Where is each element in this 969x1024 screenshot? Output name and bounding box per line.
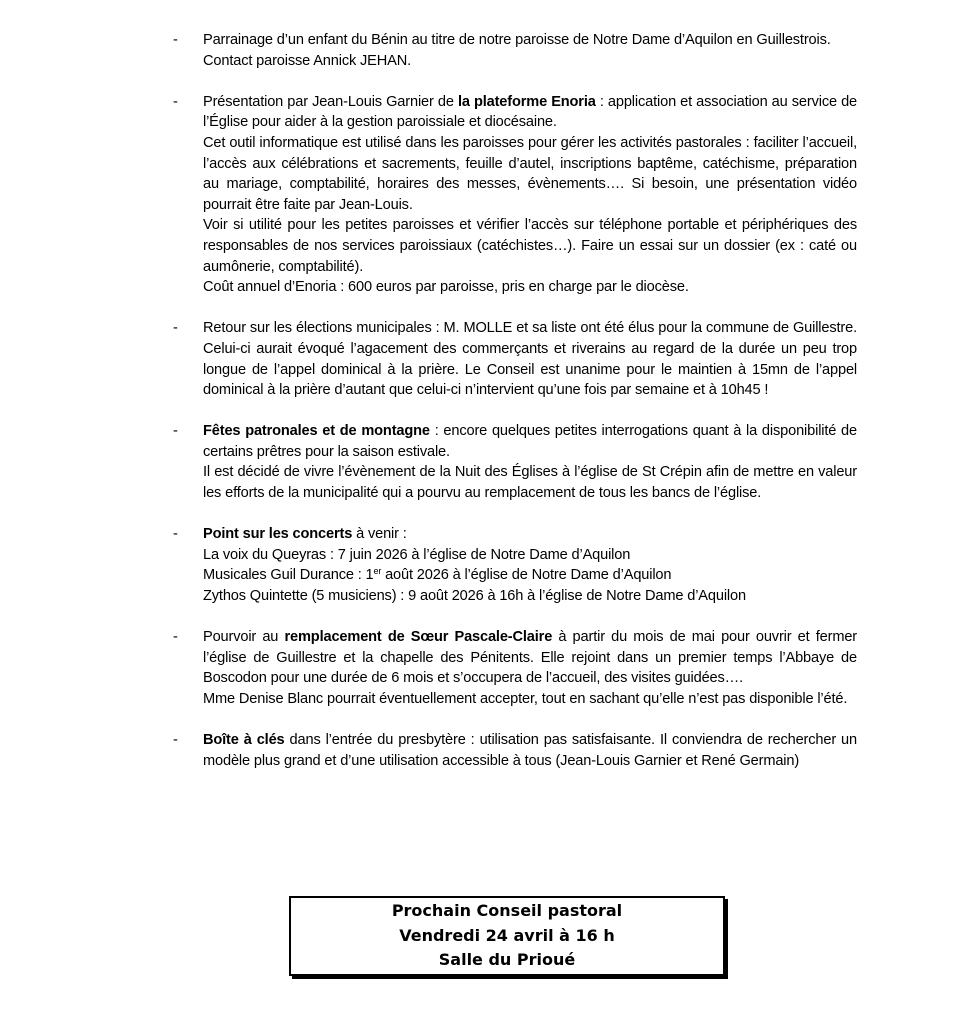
text-segment: Pourvoir au [203, 629, 285, 646]
next-meeting-date: Vendredi 24 avril à 16 h [399, 925, 615, 945]
bullet-dash: - [173, 93, 178, 110]
ordinal-suffix: er [373, 566, 382, 577]
concert-line: La voix du Queyras : 7 juin 2026 à l’église de Notre Dame d’Aquilon [203, 546, 631, 563]
bullet-dash: - [173, 423, 178, 440]
item-text: Parrainage d’un enfant du Bénin au titre de notre paroisse de Notre Dame d’Aquilon en Guillestrois. Contact paroisse Annick JEHAN. [203, 32, 831, 69]
next-meeting-box [289, 896, 725, 976]
item-paragraph: Mme Denise Blanc pourrait éventuellement accepter, tout en sachant qu’elle n’est pas disponible l’été. [203, 691, 848, 707]
bold-topic: la plateforme Enoria [457, 93, 596, 110]
agenda-item-enoria [173, 92, 857, 298]
bullet-dash: - [173, 32, 178, 48]
item-paragraph: Voir si utilité pour les petites paroisses et vérifier l’accès sur téléphone portable et périphériques des responsables de nos services paroissiaux (catéchistes…). Faire un essai sur un dossier (ex : caté ou aumônerie, comptabilité). [203, 217, 857, 275]
concert-line: Zythos Quintette (5 musiciens) : 9 août 2026 à 16h à l’église de Notre Dame d’Aquilon [203, 588, 746, 605]
agenda-item-elections [173, 318, 857, 400]
item-text [203, 92, 857, 133]
item-paragraph: Coût annuel d’Enoria : 600 euros par paroisse, pris en charge par le diocèse. [203, 279, 689, 296]
text-segment: août 2026 à l’église de Notre Dame d’Aquilon [381, 567, 672, 584]
agenda-list [173, 30, 857, 792]
item-text [203, 627, 857, 689]
agenda-item-parrainage [173, 30, 857, 71]
bold-topic: Fêtes patronales et de montagne [203, 423, 430, 440]
agenda-item-fetes [173, 421, 857, 503]
next-meeting-place: Salle du Prioué [438, 950, 576, 970]
next-meeting-title: Prochain Conseil pastoral [391, 901, 623, 921]
agenda-item-concerts [173, 524, 857, 606]
item-text: Retour sur les élections municipales : M. MOLLE et sa liste ont été élus pour la commune de Guillestre. Celui-ci aurait évoqué l’agacement des commerçants et riverains au regard de la durée un peu trop longue de l’appel dominical à la prière. Le Conseil est unanime pour le maintien à 15mn de l’appel dominical à la prière d’autant que celui-ci n’intervient qu’une fois par semaine et à 10h45 ! [203, 320, 857, 399]
item-text [203, 524, 857, 545]
bold-topic: Point sur les concerts [203, 526, 353, 543]
agenda-item-boite-a-cles [173, 730, 857, 771]
bullet-dash: - [173, 526, 178, 543]
text-segment: dans l’entrée du presbytère : utilisation pas satisfaisante. Il conviendra de rechercher un modèle plus grand et d’une utilisation accessible à tous (Jean-Louis Garnier et René Germain) [203, 732, 857, 769]
bold-topic: remplacement de Sœur Pascale-Claire [284, 629, 553, 646]
bullet-dash: - [173, 629, 178, 646]
agenda-item-remplacement [173, 627, 857, 709]
text-segment: : encore quelques petites interrogations quant à la disponibilité de certains prêtres pour la saison estivale. [203, 423, 857, 460]
bullet-dash: - [173, 320, 178, 337]
text-segment: Musicales Guil Durance : 1 [203, 567, 374, 584]
item-paragraph: Cet outil informatique est utilisé dans les paroisses pour gérer les activités pastorales : faciliter l’accueil, l’accès aux célébrations et sacrements, feuille d’autel, inscriptions baptême, catéchisme, préparation au mariage, comptabilité, horaires des messes, évènements…. Si besoin, une présentation vidéo pourrait être faite par Jean-Louis. [203, 134, 857, 213]
bold-topic: Boîte à clés [203, 732, 285, 749]
text-segment: à venir : [352, 526, 407, 543]
item-text [203, 421, 857, 462]
text-segment: Présentation par Jean-Louis Garnier de [203, 93, 458, 110]
text-segment: à partir du mois de mai pour ouvrir et fermer l’église de Guillestre et la chapelle des Pénitents. Elle rejoint dans un premier temps l’Abbaye de Boscodon pour une durée de 6 mois et s’occupera de l’accueil, des visites guidées…. [203, 629, 858, 687]
concert-line [203, 565, 857, 586]
item-text [203, 730, 857, 771]
text-segment: : application et association au service de l’Église pour aider à la gestion paroissiale et diocésaine. [203, 93, 858, 131]
item-paragraph: Il est décidé de vivre l’évènement de la Nuit des Églises à l’église de St Crépin afin de mettre en valeur les efforts de la municipalité qui a pourvu au remplacement de tous les bancs de l’église. [203, 464, 857, 502]
bullet-dash: - [173, 732, 178, 749]
